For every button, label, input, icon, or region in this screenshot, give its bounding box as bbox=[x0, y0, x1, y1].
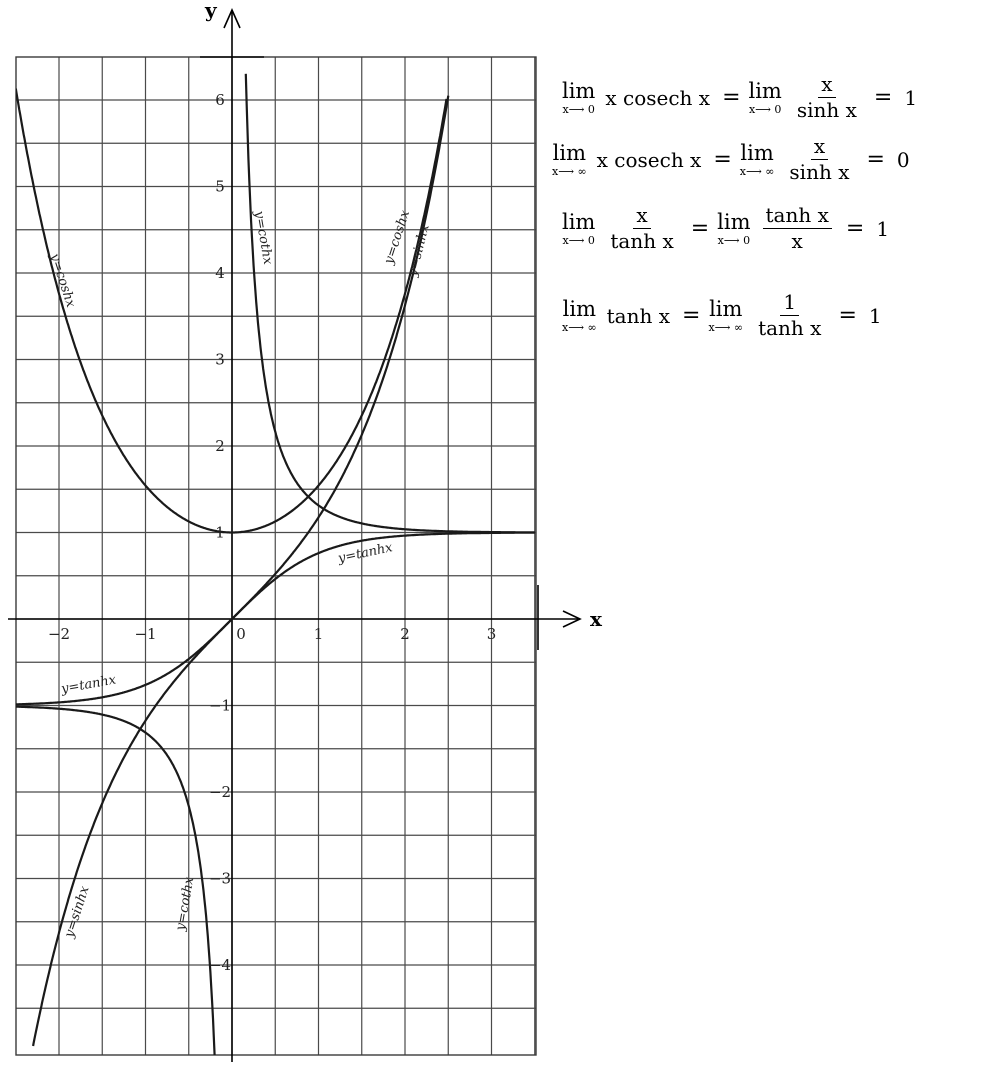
limit-subscript: x⟶ ∞ bbox=[552, 164, 587, 178]
limit-operator bbox=[562, 209, 596, 247]
plot-frame bbox=[16, 57, 536, 1055]
formula-limit-x-cosech-x-at-infinity bbox=[552, 136, 914, 183]
y-tick-label: 1 bbox=[215, 523, 225, 542]
fraction bbox=[786, 136, 852, 183]
limit-expression: x cosech x bbox=[605, 85, 711, 110]
y-tick-label: 3 bbox=[215, 350, 225, 369]
fraction bbox=[607, 205, 676, 252]
grid bbox=[16, 57, 536, 1055]
curve-label: y=coshx bbox=[381, 208, 414, 267]
limit-subscript: x⟶ 0 bbox=[562, 233, 595, 247]
fraction bbox=[763, 205, 832, 252]
fraction bbox=[794, 74, 860, 121]
x-tick-label: −2 bbox=[47, 625, 71, 643]
formula-limit-tanh-x-at-infinity bbox=[562, 292, 886, 339]
x-tick-label: 3 bbox=[486, 625, 497, 643]
fraction-numerator: x bbox=[818, 74, 835, 98]
equals-sign: = bbox=[873, 85, 893, 110]
fraction-denominator: sinh x bbox=[796, 98, 857, 122]
limit-operator bbox=[739, 140, 775, 178]
limit-operator bbox=[717, 209, 751, 247]
equals-sign: = bbox=[866, 147, 885, 172]
curve-label: y=sinhx bbox=[405, 222, 433, 279]
fraction-numerator: x bbox=[633, 205, 650, 229]
limit-operator bbox=[748, 78, 782, 116]
y-tick-label: −4 bbox=[208, 956, 232, 974]
curve-label: y=coshx bbox=[46, 251, 79, 310]
curve-label: y=cothx bbox=[173, 875, 198, 932]
limit-result: 0 bbox=[896, 147, 910, 172]
x-tick-label: 0 bbox=[236, 625, 246, 643]
fraction-numerator: tanh x bbox=[763, 205, 832, 229]
lim-word: lim bbox=[709, 296, 743, 321]
limit-operator bbox=[708, 296, 744, 334]
limit-subscript: x⟶ 0 bbox=[562, 102, 595, 116]
formula-limit-x-over-tanh-x-at-0 bbox=[562, 205, 893, 252]
equals-sign: = bbox=[722, 85, 741, 110]
series-line-cosh bbox=[16, 89, 447, 533]
x-tick-label: −1 bbox=[134, 625, 157, 643]
limit-operator bbox=[562, 296, 597, 334]
x-tick-label: 1 bbox=[313, 625, 324, 643]
series-line-sinh bbox=[33, 96, 448, 1046]
curve-label: y=cothx bbox=[251, 209, 276, 266]
limit-operator bbox=[562, 78, 596, 116]
curve-label: y=tanhx bbox=[336, 540, 394, 567]
fraction-denominator: x bbox=[791, 229, 803, 253]
curve-label: y=sinhx bbox=[61, 884, 93, 940]
lim-word: lim bbox=[562, 296, 596, 321]
fraction-denominator: tanh x bbox=[610, 229, 674, 253]
equals-sign: = bbox=[713, 147, 732, 172]
y-tick-label: −3 bbox=[208, 869, 232, 888]
fraction-denominator: tanh x bbox=[758, 316, 822, 340]
y-tick-label: −2 bbox=[208, 783, 232, 801]
equals-sign: = bbox=[682, 303, 701, 328]
lim-word: lim bbox=[562, 78, 596, 103]
lim-word: lim bbox=[562, 209, 596, 234]
y-tick-label: 4 bbox=[215, 264, 225, 282]
y-tick-label: 2 bbox=[215, 437, 225, 455]
fraction-denominator: sinh x bbox=[789, 160, 850, 184]
formula-limit-x-cosech-x-at-0 bbox=[562, 74, 921, 121]
lim-word: lim bbox=[552, 140, 586, 165]
x-tick-label: 2 bbox=[400, 625, 410, 643]
limit-subscript: x⟶ ∞ bbox=[562, 320, 597, 334]
limit-expression: tanh x bbox=[606, 303, 670, 328]
lim-word: lim bbox=[748, 78, 782, 103]
limit-result: 1 bbox=[904, 85, 918, 110]
fraction-numerator: x bbox=[811, 136, 828, 160]
y-tick-label: 6 bbox=[215, 91, 225, 109]
limit-result: 1 bbox=[876, 216, 890, 241]
limit-operator bbox=[552, 140, 587, 178]
y-axis-title: y bbox=[205, 0, 217, 22]
limit-result: 1 bbox=[868, 303, 882, 328]
curve-labels bbox=[46, 208, 432, 941]
fraction-numerator: 1 bbox=[780, 292, 799, 316]
limit-subscript: x⟶ ∞ bbox=[708, 320, 744, 334]
y-tick-label: −1 bbox=[208, 696, 232, 715]
equals-sign: = bbox=[690, 216, 710, 241]
limit-subscript: x⟶ ∞ bbox=[739, 164, 775, 178]
x-axis-title: x bbox=[590, 607, 602, 631]
lim-word: lim bbox=[740, 140, 774, 165]
limit-expression: x cosech x bbox=[596, 147, 702, 172]
fraction bbox=[755, 292, 824, 339]
limit-subscript: x⟶ 0 bbox=[717, 233, 751, 247]
curve-label: y=tanhx bbox=[60, 672, 118, 697]
limit-subscript: x⟶ 0 bbox=[748, 102, 782, 116]
axes bbox=[8, 10, 580, 1062]
y-tick-label: 5 bbox=[215, 177, 225, 196]
equals-sign: = bbox=[845, 216, 865, 241]
lim-word: lim bbox=[717, 209, 751, 234]
equals-sign: = bbox=[838, 303, 857, 328]
